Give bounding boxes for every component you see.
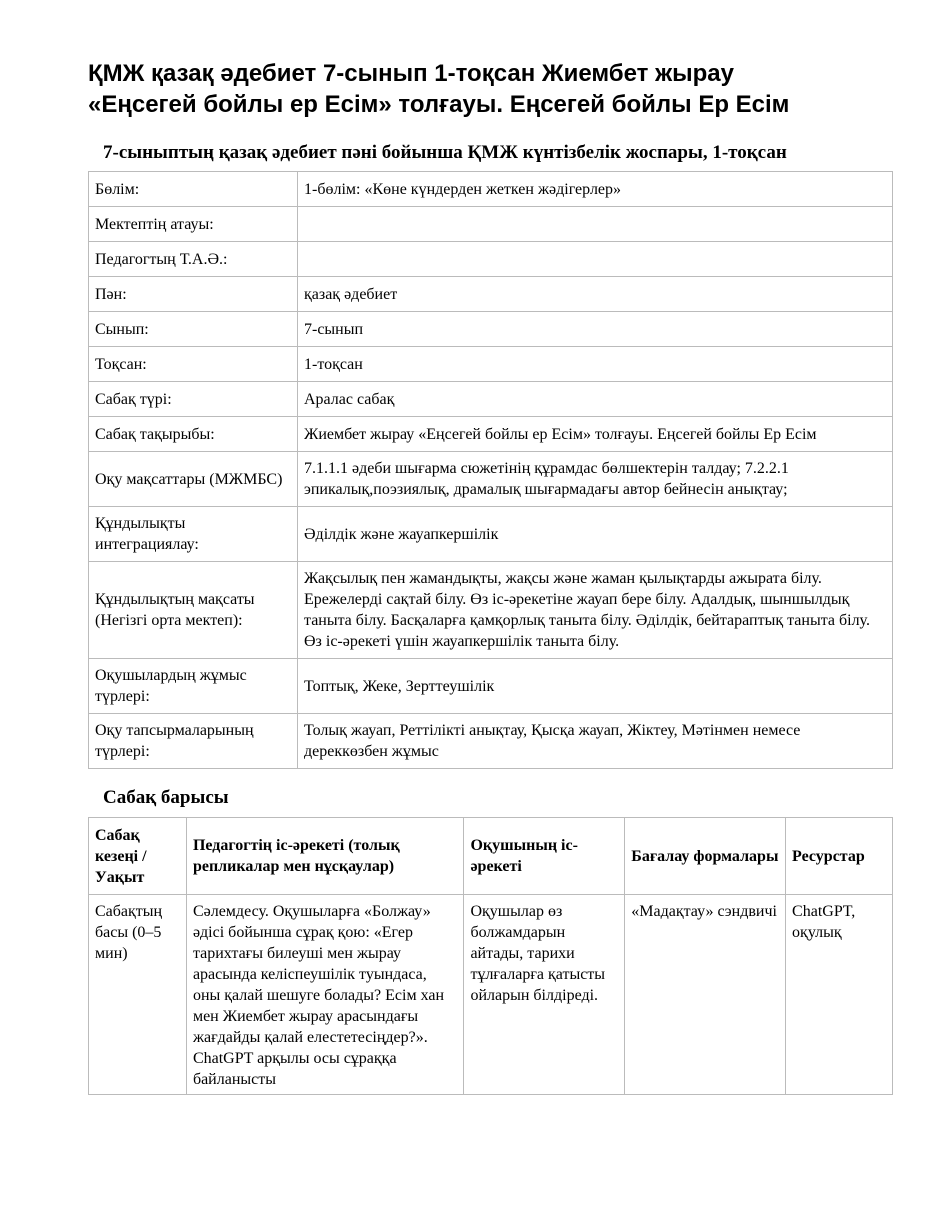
info-label: Сабақ түрі: [89,382,298,417]
info-value: Жақсылық пен жамандықты, жақсы және жаман қылықтарды ажырата білу. Ережелерді сақтай білу. Өз іс-әрекетіне жауап бере білу. Адалдық, шыншылдық танытa білу. Басқаларға қамқорлық таныта білу. Әділдік, бейтараптық таныта білу. Өз іс-әрекеті үшін жауапкершілік таныта білу. [298,562,893,659]
info-row [89,347,893,382]
lesson-header-row [89,818,893,895]
info-row [89,417,893,452]
info-label: Бөлім: [89,172,298,207]
info-value: 7.1.1.1 әдеби шығарма сюжетінің құрамдас бөлшектерін талдау; 7.2.2.1 эпикалық,поэзиялық, драмалық шығармадағы автор бейнесін анықтау; [298,452,893,507]
info-row [89,452,893,507]
plan-title: 7-сыныптың қазақ әдебиет пәні бойынша ҚМЖ күнтізбелік жоспары, 1-тоқсан [103,142,787,163]
lesson-flow-table [88,817,893,1095]
info-value [298,207,893,242]
info-value: 1-тоқсан [298,347,893,382]
info-label: Пән: [89,277,298,312]
info-value: Әділдік және жауапкершілік [298,507,893,562]
lesson-row [89,895,893,1095]
info-label: Құндылықты интеграциялау: [89,507,298,562]
info-label: Сынып: [89,312,298,347]
info-row [89,207,893,242]
info-value: 7-сынып [298,312,893,347]
info-row [89,659,893,714]
lesson-info-table [88,171,893,769]
document-page [88,58,893,1095]
info-label: Оқу тапсырмаларының түрлері: [89,714,298,769]
header-resources: Ресурстар [786,818,893,895]
info-value [298,242,893,277]
header-stage: Сабақ кезеңі / Уақыт [89,818,187,895]
section-title: Сабақ барысы [103,787,229,808]
cell-resources: ChatGPT, оқулық [786,895,893,1095]
info-label: Тоқсан: [89,347,298,382]
info-value: Аралас сабақ [298,382,893,417]
document-title [88,58,893,120]
document-title-line-1: ҚМЖ қазақ әдебиет 7-сынып 1-тоқсан Жиембет жырау [88,60,734,87]
info-value: Толық жауап, Реттілікті анықтау, Қысқа жауап, Жіктеу, Мәтінмен немесе дереккөзбен жұмыс [298,714,893,769]
info-row [89,507,893,562]
header-student-activity: Оқушының іс-әрекеті [464,818,625,895]
info-label: Сабақ тақырыбы: [89,417,298,452]
info-row [89,277,893,312]
info-value: қазақ әдебиет [298,277,893,312]
cell-student-activity: Оқушылар өз болжамдарын айтады, тарихи тұлғаларға қатысты ойларын білдіреді. [464,895,625,1095]
info-row [89,382,893,417]
info-row [89,242,893,277]
info-label: Мектептің атауы: [89,207,298,242]
info-label: Педагогтың Т.А.Ә.: [89,242,298,277]
cell-teacher-activity: Сәлемдесу. Оқушыларға «Болжау» әдісі бойынша сұрақ қою: «Егер тарихтағы билеуші мен жырау арасында келіспеушілік туындаса, оны қалай шешуге болады? Есім хан мен Жиембет жырау арасындағы жағдайды қалай елестетесіңдер?». ChatGPT арқылы осы сұраққа байланысты [186,895,464,1095]
info-label: Оқу мақсаттары (МЖМБС) [89,452,298,507]
info-row [89,562,893,659]
cell-assessment: «Мадақтау» сэндвичі [625,895,786,1095]
header-teacher-activity: Педагогтің іс-әрекеті (толық репликалар мен нұсқаулар) [186,818,464,895]
info-row [89,714,893,769]
info-row [89,172,893,207]
info-value: Топтық, Жеке, Зерттеушілік [298,659,893,714]
document-title-line-2: «Еңсегей бойлы ер Есім» толғауы. Еңсегей бойлы Ер Есім [88,91,790,118]
info-label: Оқушылардың жұмыс түрлері: [89,659,298,714]
cell-stage: Сабақтың басы (0–5 мин) [89,895,187,1095]
info-value: 1-бөлім: «Көне күндерден жеткен жәдігерлер» [298,172,893,207]
info-row [89,312,893,347]
info-value: Жиембет жырау «Еңсегей бойлы ер Есім» толғауы. Еңсегей бойлы Ер Есім [298,417,893,452]
info-label: Құндылықтың мақсаты (Негізгі орта мектеп): [89,562,298,659]
header-assessment: Бағалау формалары [625,818,786,895]
